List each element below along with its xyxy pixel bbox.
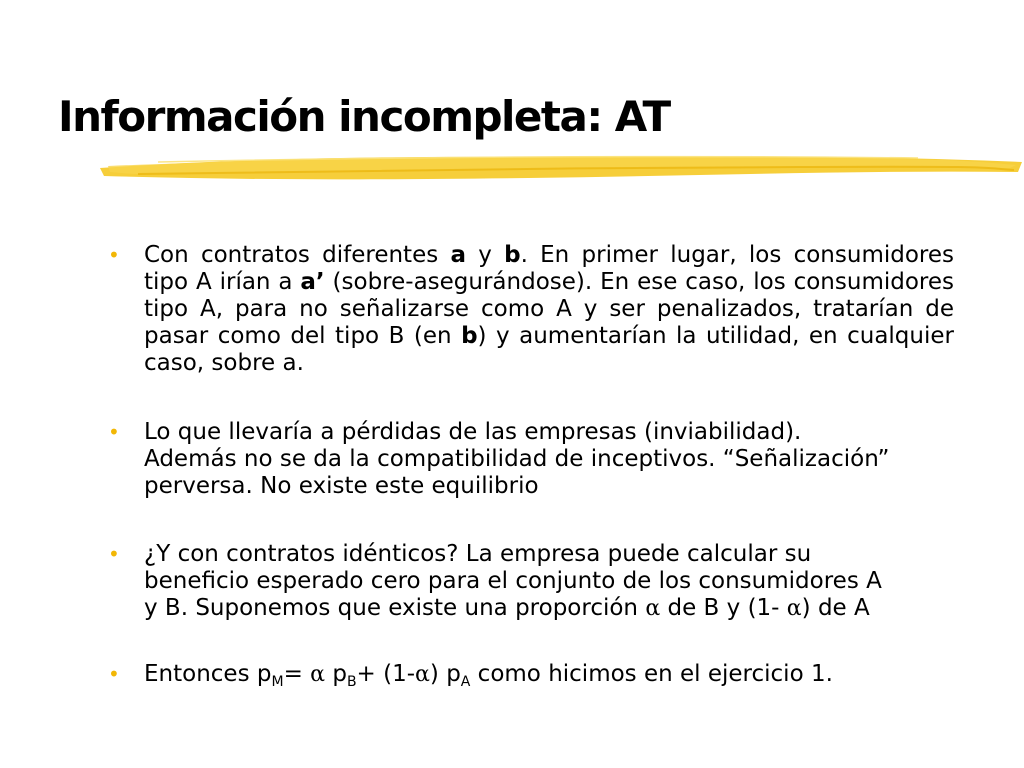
bullet-icon: • bbox=[108, 243, 120, 267]
bullet-text: + (1- bbox=[356, 661, 416, 687]
title-highlight-stroke bbox=[98, 148, 1024, 188]
bullet-line: Lo que llevaría a pérdidas de las empresas (inviabilidad). bbox=[144, 419, 802, 445]
slide-title: Información incompleta: AT bbox=[58, 92, 670, 141]
subscript: M bbox=[271, 674, 284, 690]
subscript: A bbox=[460, 674, 471, 690]
bullet-line: perversa. No existe este equilibrio bbox=[144, 473, 539, 499]
bullet-line: beneficio esperado cero para el conjunto de los consumidores A bbox=[144, 568, 882, 594]
bullet-text: de B y (1- bbox=[660, 595, 787, 621]
alpha-symbol: α bbox=[310, 662, 326, 687]
alpha-symbol: α bbox=[415, 662, 430, 687]
bold-term: b bbox=[504, 242, 521, 268]
bullet-list bbox=[108, 242, 954, 688]
bullet-text: como hicimos en el ejercicio 1. bbox=[470, 661, 833, 687]
bullet-icon: • bbox=[108, 420, 120, 444]
bullet-text: Con contratos diferentes bbox=[144, 242, 451, 268]
bold-term: a bbox=[450, 242, 466, 268]
bullet-text: (sobre-asegurándose). En ese caso, los consumidores tipo A, para no señalizarse como A y ser penalizados, tratarían de pasar como del tipo B (en bbox=[144, 269, 954, 349]
bullet-item bbox=[108, 419, 954, 500]
bullet-icon: • bbox=[108, 542, 120, 566]
subscript: B bbox=[346, 674, 357, 690]
bullet-item bbox=[108, 541, 954, 622]
alpha-symbol: α bbox=[786, 596, 802, 621]
bullet-icon: • bbox=[108, 662, 120, 686]
bullet-item bbox=[108, 661, 954, 688]
bullet-text: y B. Suponemos que existe una proporción bbox=[144, 595, 646, 621]
bold-term: b bbox=[461, 323, 478, 349]
bullet-line: Además no se da la compatibilidad de inceptivos. “Señalización” bbox=[144, 446, 890, 472]
alpha-symbol: α bbox=[645, 596, 661, 621]
bullet-text: p bbox=[325, 661, 347, 687]
bullet-text: . En primer lugar, los consumidores tipo A irían a bbox=[144, 242, 954, 295]
bullet-text: ) p bbox=[429, 661, 461, 687]
bullet-text: = bbox=[283, 661, 311, 687]
bullet-text: ) de A bbox=[801, 595, 870, 621]
bullet-line: ¿Y con contratos idénticos? La empresa puede calcular su bbox=[144, 541, 812, 567]
bullet-text: ) y aumentarían la utilidad, en cualquier caso, sobre a. bbox=[144, 323, 954, 376]
bullet-text: y bbox=[466, 242, 505, 268]
bullet-text: Entonces p bbox=[144, 661, 272, 687]
bullet-item bbox=[108, 242, 954, 377]
bold-term: a’ bbox=[300, 269, 325, 295]
